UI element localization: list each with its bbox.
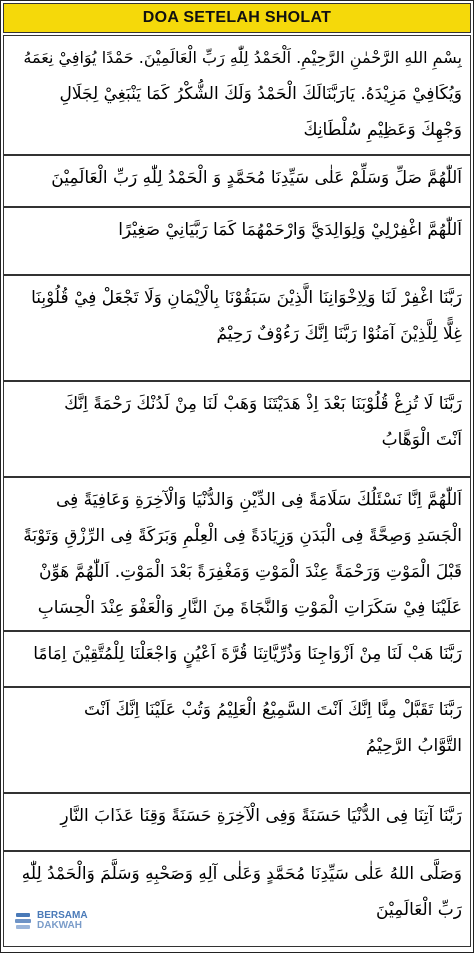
prayer-line: رَبَّنَا هَبْ لَنَا مِنْ اَزْوَاجِنَا وَذُرِّيَّاتِنَا قُرَّةَ اَعْيُنٍ وَاجْعَلْنَا لِلْمُتَّقِيْنَ اِمَامًا [33, 644, 462, 664]
prayer-line: رَبَّنَا آتِنَا فِى الدُّنْيَا حَسَنَةً وَفِى الْآخِرَةِ حَسَنَةً وَقِنَا عَذَابَ النَّارِ [60, 806, 462, 826]
prayer-section [3, 275, 471, 381]
prayer-section [3, 207, 471, 275]
bersamadakwah-logo-icon [13, 911, 33, 931]
prayer-section [3, 35, 471, 155]
prayer-line: رَبِّ الْعَالَمِيْنَ [376, 900, 462, 920]
prayer-section [3, 631, 471, 687]
prayer-line: وَجْهِكَ وَعَظِيْمِ سُلْطَانِكَ [303, 120, 462, 140]
prayer-line: قَبْلَ الْمَوْتِ وَرَحْمَةً عِنْدَ الْمَوْتِ وَمَغْفِرَةً بَعْدَ الْمَوْتِ. اَللّٰهُمَّ هَوِّنْ [39, 562, 462, 582]
prayer-line: التَّوَّابُ الرَّحِيْمُ [365, 736, 462, 756]
bersamadakwah-logo [13, 911, 88, 931]
prayer-line: اَللّٰهُمَّ اِنَّا نَسْئَلُكَ سَلَامَةً فِى الدِّيْنِ وَالدُّنْيَا وَالْآخِرَةِ وَعَافِيَةً فِى [55, 490, 462, 510]
logo-line1: BERSAMA [37, 910, 88, 921]
prayer-line: رَبَّنَا تَقَبَّلْ مِنَّا اِنَّكَ اَنْتَ السَّمِيْعُ الْعَلِيْمُ وَتُبْ عَلَيْنَا اِنَّكَ اَنْتَ [84, 700, 462, 720]
prayer-line: اَللّٰهُمَّ اغْفِرْلِيْ وَلِوَالِدَيَّ وَارْحَمْهُمَا كَمَا رَبَّيَانِيْ صَغِيْرًا [118, 220, 462, 240]
prayer-section [3, 851, 471, 947]
prayer-section [3, 155, 471, 207]
prayer-section [3, 381, 471, 477]
prayer-line: اَنْتَ الْوَهَّابُ [381, 430, 462, 450]
page-title: DOA SETELAH SHOLAT [142, 9, 332, 26]
prayer-section [3, 477, 471, 631]
prayer-line: غِلًّا لِلَّذِيْنَ آمَنُوْا رَبَّنَا اِنَّكَ رَءُوْفٌ رَحِيْمٌ [216, 324, 462, 344]
prayer-line: عَلَيْنَا فِيْ سَكَرَاتِ الْمَوْتِ وَالنَّجَاةَ مِنَ النَّارِ وَالْعَفْوَ عِنْدَ الْحِسَابِ [37, 598, 462, 618]
logo-line2: DAKWAH [37, 920, 82, 931]
prayer-line: اَللّٰهُمَّ صَلِّ وَسَلِّمْ عَلٰى سَيِّدِنَا مُحَمَّدٍ وَ الْحَمْدُ لِلّٰهِ رَبِّ الْعَالَمِيْنَ [51, 168, 462, 188]
logo-text [37, 911, 88, 931]
prayer-line: الْجَسَدِ وَصِحَّةً فِى الْبَدَنِ وَزِيَادَةً فِى الْعِلْمِ وَبَرَكَةً فِى الرِّزْقِ وَتَوْبَةً [23, 526, 462, 546]
prayer-line: وَيُكَافِيْ مَزِيْدَهُ. يَارَبَّنَالَكَ الْحَمْدُ وَلَكَ الشُّكْرُ كَمَا يَنْبَغِيْ لِجَلَالِ [59, 84, 462, 104]
prayer-line: وَصَلَّى اللهُ عَلٰى سَيِّدِنَا مُحَمَّدٍ وَعَلٰى آلِهِ وَصَحْبِهِ وَسَلَّمَ وَالْحَمْدُ لِلّٰهِ [21, 864, 462, 884]
prayer-line: بِسْمِ اللهِ الرَّحْمٰنِ الرَّحِيْمِ. اَلْحَمْدُ لِلّٰهِ رَبِّ الْعَالَمِيْنَ. حَمْدًا يُوَافِيْ نِعَمَهُ [23, 48, 462, 67]
prayer-line: رَبَّنَا اغْفِرْ لَنَا وَلِاِخْوَانِنَا الَّذِيْنَ سَبَقُوْنَا بِالْاِيْمَانِ وَلَا تَجْعَلْ فِيْ قُلُوْبِنَا [31, 288, 462, 308]
title-bar [3, 3, 471, 33]
prayer-section [3, 793, 471, 851]
prayer-line: رَبَّنَا لَا تُزِغْ قُلُوْبَنَا بَعْدَ اِذْ هَدَيْتَنَا وَهَبْ لَنَا مِنْ لَدُنْكَ رَحْمَةً اِنَّكَ [64, 394, 462, 414]
prayer-section [3, 687, 471, 793]
